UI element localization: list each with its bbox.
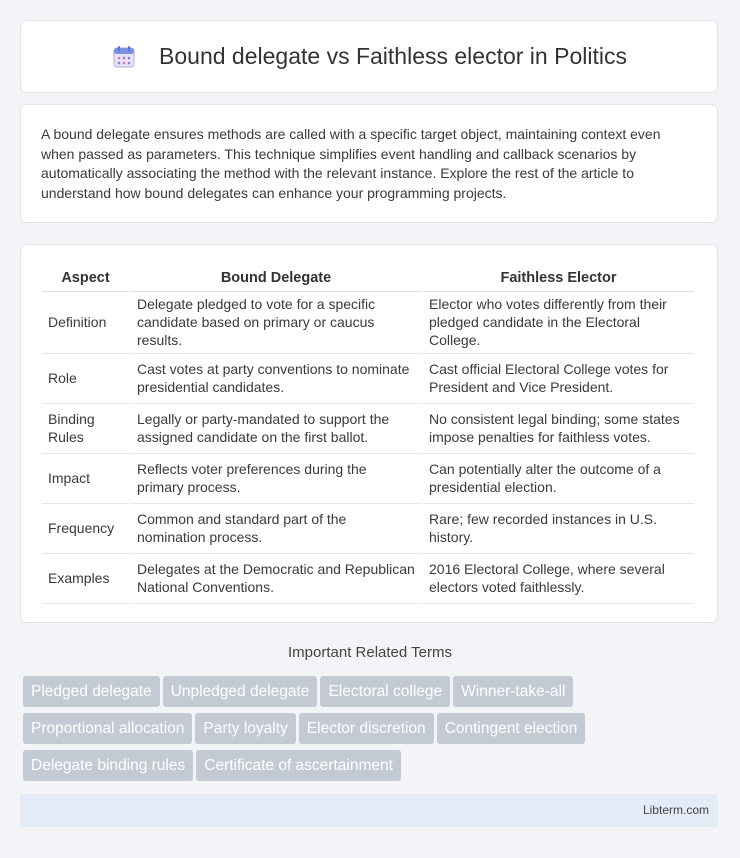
row-bound-delegate: Common and standard part of the nomination process. — [131, 504, 421, 554]
header-faithless-elector: Faithless Elector — [423, 265, 694, 292]
tag-certificate-of-ascertainment[interactable]: Certificate of ascertainment — [196, 750, 401, 781]
tag-party-loyalty[interactable]: Party loyalty — [195, 713, 295, 744]
row-bound-delegate: Cast votes at party conventions to nominate presidential candidates. — [131, 354, 421, 404]
row-aspect: Role — [42, 354, 129, 404]
related-terms-list — [23, 676, 723, 787]
comparison-table — [40, 265, 696, 604]
row-aspect: Definition — [42, 292, 129, 354]
row-aspect: Frequency — [42, 504, 129, 554]
header-aspect: Aspect — [42, 265, 129, 292]
row-aspect: Impact — [42, 454, 129, 504]
tag-contingent-election[interactable]: Contingent election — [437, 713, 586, 744]
row-bound-delegate: Legally or party-mandated to support the assigned candidate on the first ballot. — [131, 404, 421, 454]
row-faithless-elector: Rare; few recorded instances in U.S. history. — [423, 504, 694, 554]
comparison-card — [20, 244, 718, 623]
page-title: Bound delegate vs Faithless elector in Politics — [159, 43, 627, 69]
title-card — [20, 20, 718, 93]
table-row — [42, 504, 694, 554]
footer — [20, 794, 718, 827]
table-row — [42, 554, 694, 604]
tag-unpledged-delegate[interactable]: Unpledged delegate — [163, 676, 318, 707]
tag-proportional-allocation[interactable]: Proportional allocation — [23, 713, 192, 744]
intro-card — [20, 104, 718, 223]
row-bound-delegate: Reflects voter preferences during the primary process. — [131, 454, 421, 504]
table-header-row — [42, 265, 694, 292]
tag-winner-take-all[interactable]: Winner-take-all — [453, 676, 573, 707]
row-faithless-elector: 2016 Electoral College, where several electors voted faithlessly. — [423, 554, 694, 604]
table-row — [42, 292, 694, 354]
tag-pledged-delegate[interactable]: Pledged delegate — [23, 676, 160, 707]
header-bound-delegate: Bound Delegate — [131, 265, 421, 292]
tag-delegate-binding-rules[interactable]: Delegate binding rules — [23, 750, 193, 781]
row-bound-delegate: Delegate pledged to vote for a specific candidate based on primary or caucus results. — [131, 292, 421, 354]
tag-elector-discretion[interactable]: Elector discretion — [299, 713, 434, 744]
table-row — [42, 404, 694, 454]
row-faithless-elector: Cast official Electoral College votes for President and Vice President. — [423, 354, 694, 404]
tag-electoral-college[interactable]: Electoral college — [320, 676, 450, 707]
row-aspect: Binding Rules — [42, 404, 129, 454]
row-faithless-elector: Elector who votes differently from their pledged candidate in the Electoral College. — [423, 292, 694, 354]
row-aspect: Examples — [42, 554, 129, 604]
related-terms-heading: Important Related Terms — [288, 644, 452, 661]
intro-paragraph: A bound delegate ensures methods are called with a specific target object, maintaining context even when passed as parameters. This technique simplifies event handling and callback scenarios by automatically associating the method with the relevant instance. Explore the rest of the article to understand how bound delegates can enhance your programming projects. — [41, 126, 661, 201]
row-bound-delegate: Delegates at the Democratic and Republican National Conventions. — [131, 554, 421, 604]
footer-brand-link[interactable]: Libterm.com — [642, 803, 709, 817]
table-row — [42, 354, 694, 404]
table-row — [42, 454, 694, 504]
row-faithless-elector: Can potentially alter the outcome of a presidential election. — [423, 454, 694, 504]
calendar-icon — [111, 44, 137, 70]
row-faithless-elector: No consistent legal binding; some states impose penalties for faithless votes. — [423, 404, 694, 454]
